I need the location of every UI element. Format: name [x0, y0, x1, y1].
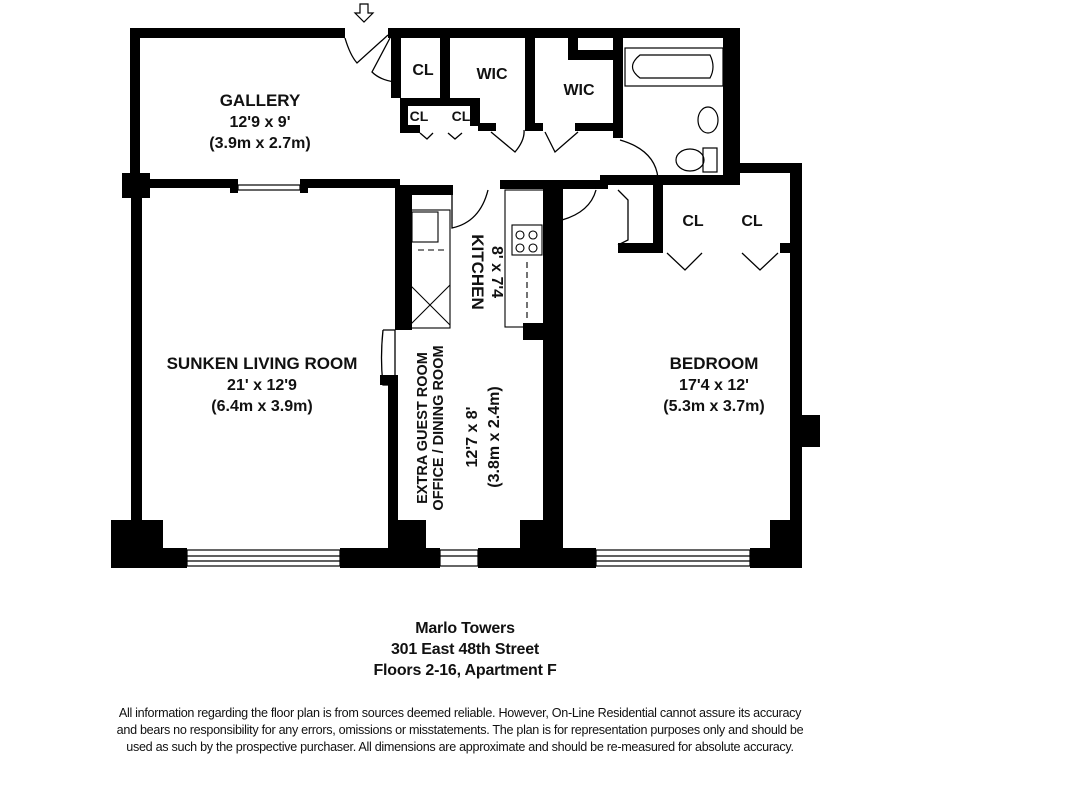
disclaimer-line-1: All information regarding the floor plan is from sources deemed reliable. However, On-Line Residential cannot assure its accuracy	[118, 706, 802, 720]
disclaimer	[30, 705, 890, 756]
wic-1-label: WIC	[476, 66, 508, 83]
bath-fixtures	[625, 48, 723, 172]
kitchen-dim-ft: 8' x 7'4	[488, 245, 505, 299]
toilet-icon	[676, 149, 704, 171]
building-caption	[0, 618, 930, 681]
wic-2-label: WIC	[563, 82, 595, 99]
closet-bed-1-label: CL	[682, 213, 704, 230]
bedroom-dim-m: (5.3m x 3.7m)	[663, 398, 765, 415]
closet-bed-2-label: CL	[741, 213, 763, 230]
guest-dim-ft: 12'7 x 8'	[464, 406, 481, 468]
living-name: SUNKEN LIVING ROOM	[166, 354, 358, 373]
closet-entry-label: CL	[412, 62, 434, 79]
living-dim-ft: 21' x 12'9	[227, 377, 297, 394]
entry-arrow-icon	[355, 4, 373, 22]
gallery-dim-m: (3.9m x 2.7m)	[209, 135, 311, 152]
closet-small-2-label: CL	[451, 108, 471, 124]
building-address: 301 East 48th Street	[390, 641, 540, 658]
bathtub-icon	[633, 55, 714, 78]
sink-icon	[698, 107, 718, 133]
kitchen-name: KITCHEN	[468, 234, 487, 310]
disclaimer-line-2: and bears no responsibility for any errors, omissions or misstatements. The plan is for representation purposes only and should be	[116, 723, 804, 737]
living-dim-m: (6.4m x 3.9m)	[211, 398, 313, 415]
bedroom-dim-ft: 17'4 x 12'	[679, 377, 749, 394]
guest-name-line1: EXTRA GUEST ROOM	[415, 352, 431, 504]
closet-small-1-label: CL	[409, 108, 429, 124]
kitchen-sink-icon	[412, 212, 438, 242]
gallery-name: GALLERY	[219, 91, 301, 110]
gallery-dim-ft: 12'9 x 9'	[229, 114, 291, 131]
building-name: Marlo Towers	[415, 620, 515, 637]
guest-dim-m: (3.8m x 2.4m)	[486, 386, 503, 488]
unit-info: Floors 2-16, Apartment F	[373, 662, 557, 679]
bedroom-name: BEDROOM	[669, 354, 759, 373]
guest-name-line2: OFFICE / DINING ROOM	[431, 345, 447, 511]
disclaimer-line-3: used as such by the prospective purchaser. All dimensions are approximate and should be re-measured for absolute accuracy.	[126, 740, 794, 754]
